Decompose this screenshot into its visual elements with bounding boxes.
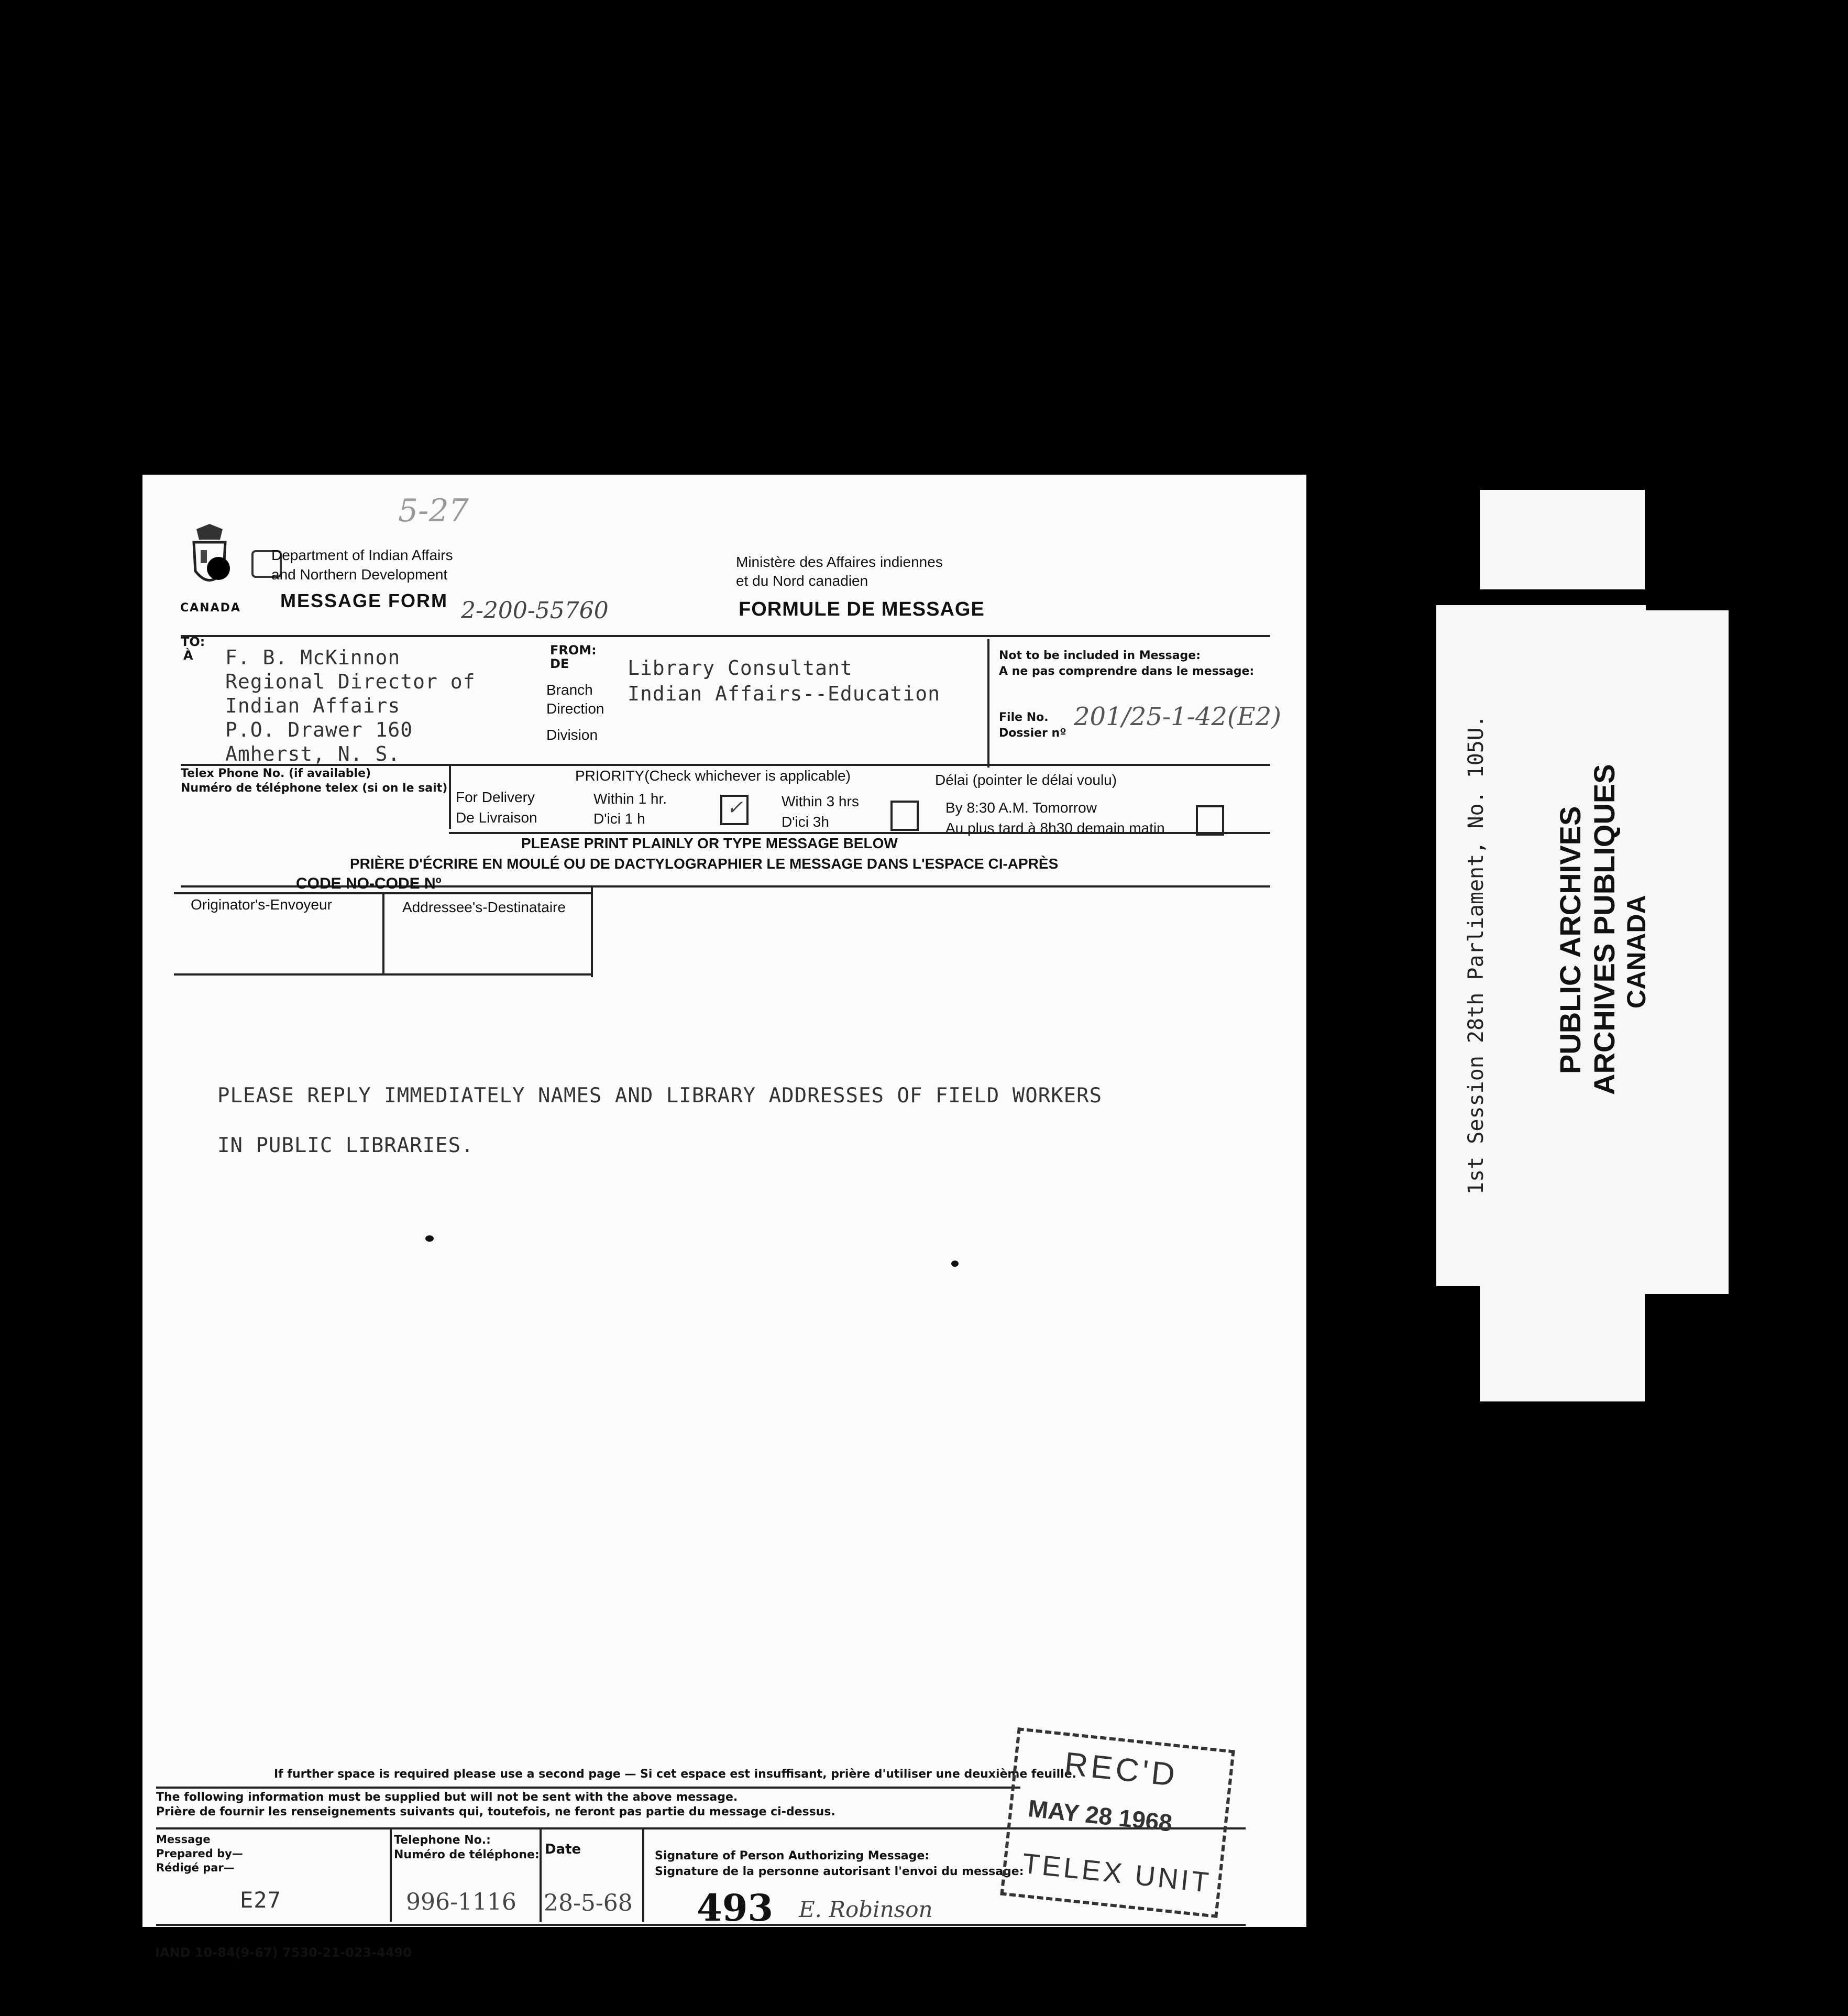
message-line-2: IN PUBLIC LIBRARIES. — [217, 1134, 474, 1157]
to-line-2: Regional Director of — [225, 670, 476, 693]
dept-name-fr-line2: et du Nord canadien — [736, 573, 868, 589]
option-1hr-fr: D'ici 1 h — [593, 810, 645, 827]
delivery-label-en: For Delivery — [456, 789, 535, 805]
signature-name: E. Robinson — [799, 1897, 933, 1922]
option-1hr-en: Within 1 hr. — [593, 791, 667, 807]
dept-name-en-line1: Department of Indian Affairs — [271, 547, 453, 563]
rule-priority-bottom — [449, 832, 1270, 834]
prepared-value: E27 — [240, 1887, 281, 1913]
rule-footer-bottom — [156, 1924, 1246, 1926]
stamp-received: REC'D — [1062, 1745, 1180, 1794]
direction-label: Direction — [546, 700, 604, 717]
stamp-unit: TELEX UNIT — [1020, 1847, 1213, 1899]
code-box-right — [591, 885, 593, 977]
canada-wordmark: CANADA — [180, 601, 241, 615]
dossier-label: Dossier nº — [999, 727, 1066, 740]
date-value: 28-5-68 — [544, 1890, 633, 1916]
footer-divider-2 — [540, 1827, 542, 1922]
telephone-label: Telephone No.: — [394, 1834, 491, 1847]
telex-label-fr: Numéro de téléphone telex (si on le sait) — [181, 782, 448, 795]
stamp-date: MAY 28 1968 — [1027, 1794, 1174, 1837]
division-label: Division — [546, 727, 598, 743]
priority-title: PRIORITY(Check whichever is applicable) — [575, 768, 851, 784]
not-included-divider — [987, 639, 989, 768]
from-label-en: FROM: — [550, 643, 597, 658]
option-3hr-fr: D'ici 3h — [782, 814, 829, 830]
info-note-en: The following information must be supplied but will not be sent with the above message. — [156, 1791, 738, 1804]
telephone-value: 996-1116 — [406, 1889, 516, 1915]
dept-name-fr-line1: Ministère des Affaires indiennes — [736, 554, 943, 570]
option-3hr-en: Within 3 hrs — [782, 793, 859, 809]
instructions-fr: PRIÈRE D'ÉCRIRE EN MOULÉ OU DE DACTYLOGRAPHIER LE MESSAGE DANS L'ESPACE CI-APRÈS — [350, 856, 1059, 872]
archive-strip-top — [1480, 490, 1645, 589]
prepared-label-1: Message — [156, 1833, 211, 1846]
option-tomorrow-fr: Au plus tard à 8h30 demain matin — [945, 820, 1165, 836]
ink-speck — [425, 1235, 434, 1242]
further-space-note: If further space is required please use a second page — Si cet espace est insuffisant, prière d'utiliser une deuxième feuille. — [274, 1768, 1076, 1781]
file-no-label: File No. — [999, 711, 1049, 724]
telex-divider — [449, 766, 451, 829]
form-title-en: MESSAGE FORM — [280, 590, 448, 611]
from-line-1: Library Consultant — [628, 656, 853, 680]
message-line-1: PLEASE REPLY IMMEDIATELY NAMES AND LIBRARY ADDRESSES OF FIELD WORKERS — [217, 1084, 1103, 1108]
instructions-en: PLEASE PRINT PLAINLY OR TYPE MESSAGE BELOW — [521, 835, 898, 851]
to-line-5: Amherst, N. S. — [225, 742, 401, 765]
checkbox-1hr[interactable] — [720, 795, 749, 825]
archive-strip-right — [1645, 610, 1729, 1294]
rule-footer-top — [156, 1787, 1020, 1789]
archive-strip-bottom — [1480, 1281, 1645, 1401]
prepared-label-2: Prepared by— — [156, 1847, 243, 1860]
canada-crest-icon — [186, 524, 233, 597]
footer-divider-1 — [390, 1827, 392, 1922]
rule-top — [181, 635, 1270, 637]
archive-series: 1st Session 28th Parliament, No. 105U. — [1464, 715, 1488, 1195]
archive-title-1: PUBLIC ARCHIVES — [1554, 806, 1587, 1074]
received-stamp — [1000, 1727, 1235, 1918]
form-number: 2-200-55760 — [461, 597, 609, 624]
addressee-label: Addressee's-Destinataire — [402, 899, 566, 915]
originator-label: Originator's-Envoyeur — [191, 896, 332, 913]
not-included-label-fr: A ne pas comprendre dans le message: — [999, 665, 1255, 678]
info-note-fr: Prière de fournir les renseignements suivants qui, toutefois, ne feront pas partie du message ci-dessus. — [156, 1805, 835, 1818]
checkbox-3hr[interactable] — [890, 801, 919, 831]
to-line-4: P.O. Drawer 160 — [225, 718, 413, 741]
form-title-fr: FORMULE DE MESSAGE — [739, 598, 985, 620]
option-tomorrow-en: By 8:30 A.M. Tomorrow — [945, 799, 1097, 816]
prepared-label-fr: Rédigé par— — [156, 1861, 235, 1874]
signature-label-fr: Signature de la personne autorisant l'envoi du message: — [655, 1865, 1024, 1878]
not-included-label-en: Not to be included in Message: — [999, 649, 1201, 662]
code-title: CODE NO-CODE Nº — [296, 875, 442, 892]
from-line-2: Indian Affairs--Education — [628, 682, 940, 705]
form-code: IAND 10-84(9-67) 7530-21-023-4490 — [155, 1945, 412, 1960]
checkbox-tomorrow[interactable] — [1196, 805, 1224, 836]
dept-name-en-line2: and Northern Development — [271, 566, 448, 583]
ink-speck — [951, 1261, 959, 1267]
telephone-label-fr: Numéro de téléphone: — [394, 1848, 540, 1861]
delay-title: Délai (pointer le délai voulu) — [935, 772, 1117, 788]
code-box-bottom — [174, 973, 593, 976]
to-label-fr: À — [183, 648, 193, 663]
signature-label-en: Signature of Person Authorizing Message: — [655, 1849, 930, 1862]
checkbox-1hr-mark: ✓ — [727, 796, 743, 819]
branch-label: Branch — [546, 682, 593, 698]
code-box-divider — [382, 892, 384, 973]
file-number-value: 201/25-1-42(E2) — [1074, 702, 1281, 731]
signature-number: 493 — [697, 1886, 774, 1930]
footer-divider-3 — [642, 1827, 644, 1922]
telex-label-en: Telex Phone No. (if available) — [181, 767, 371, 780]
to-line-1: F. B. McKinnon — [225, 646, 401, 669]
from-label-fr: DE — [550, 656, 569, 671]
delivery-label-fr: De Livraison — [456, 809, 537, 826]
archive-title-2: ARCHIVES PUBLIQUES — [1588, 764, 1621, 1095]
to-line-3: Indian Affairs — [225, 694, 401, 717]
date-label: Date — [545, 1842, 581, 1857]
to-label-en: TO: — [181, 634, 205, 649]
corner-handwritten-mark: 5-27 — [398, 492, 469, 529]
archive-title-3: CANADA — [1622, 895, 1651, 1009]
